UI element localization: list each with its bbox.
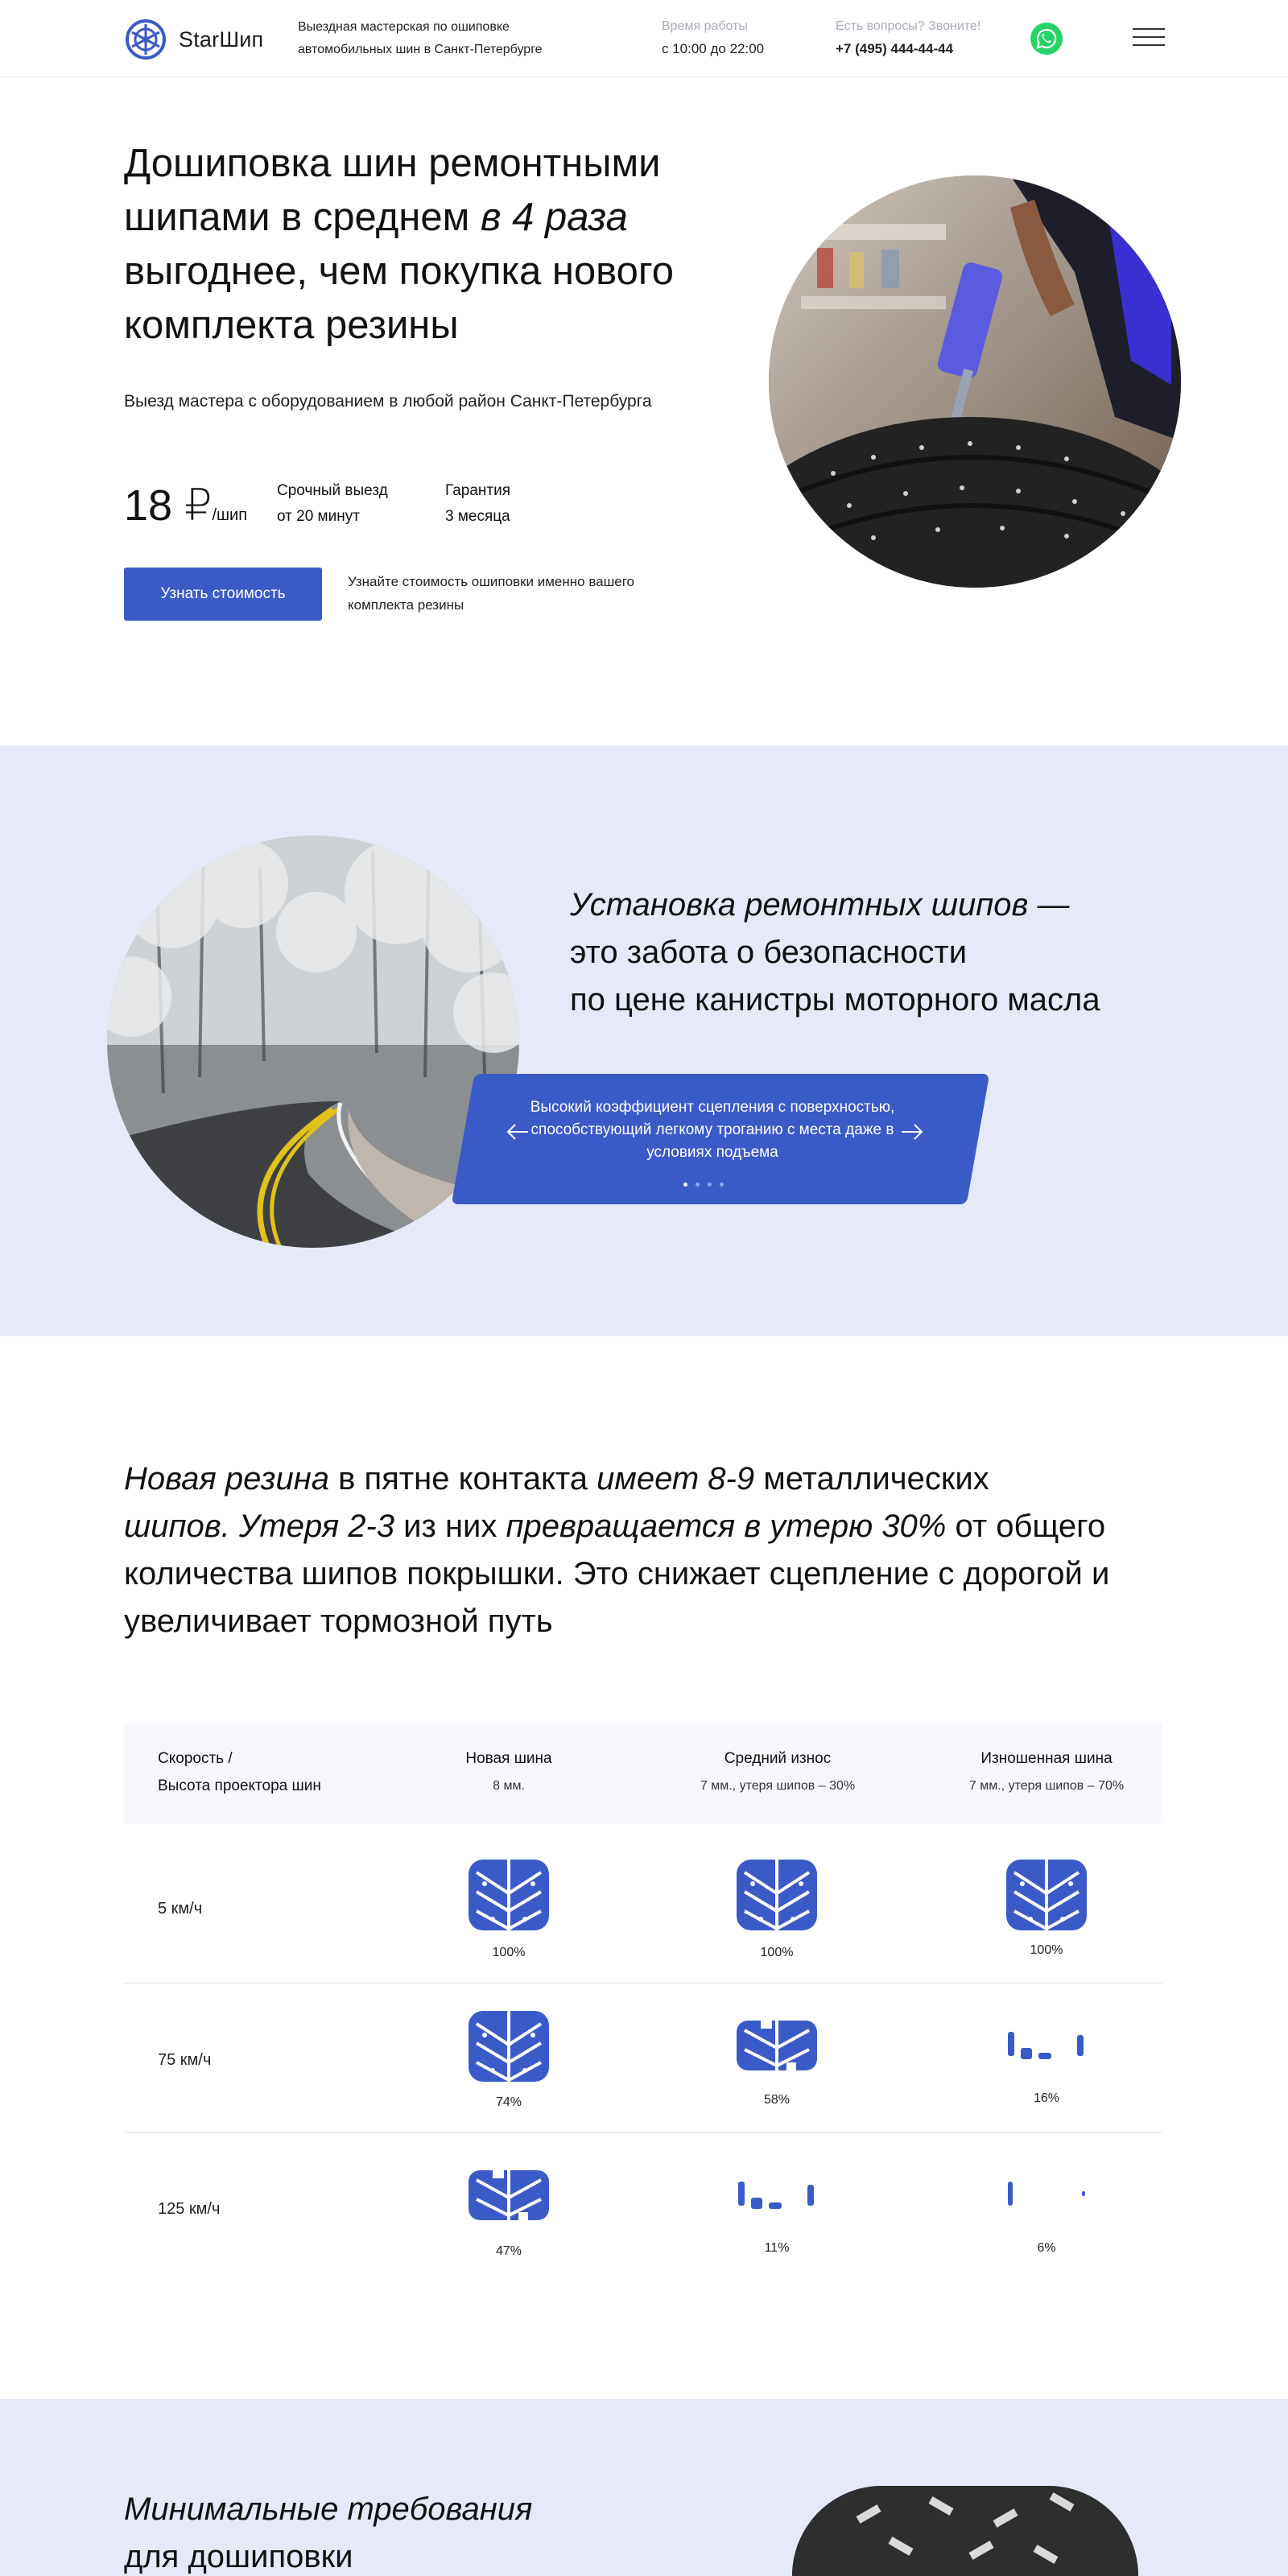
tread-imprint-icon	[460, 2008, 557, 2085]
speed-label: 125 км/ч	[158, 2200, 221, 2218]
grip-percent: 100%	[1030, 1943, 1063, 1957]
price-value: 18 ₽	[124, 481, 213, 530]
wear-text-1: в пятне контакта	[329, 1461, 597, 1496]
slider-dot[interactable]	[683, 1183, 687, 1187]
phone-label: Есть вопросы? Звоните!	[836, 19, 981, 33]
fact-urgent-line2: от 20 минут	[277, 508, 360, 525]
logo-text: StarШип	[179, 27, 264, 52]
column-subtitle: 7 мм., утеря шипов – 70%	[968, 1779, 1125, 1793]
logo-snowflake-tire-icon	[124, 18, 167, 61]
contact-phone	[836, 16, 980, 61]
tread-imprint-icon	[998, 2157, 1095, 2235]
column-title: Средний износ	[724, 1750, 832, 1767]
site-header	[0, 0, 1288, 77]
speed-label: 5 км/ч	[158, 1900, 203, 1918]
tread-imprint-icon	[729, 2008, 825, 2085]
arrow-left-icon[interactable]	[506, 1122, 530, 1141]
slider-dot[interactable]	[708, 1183, 712, 1187]
grip-percent: 100%	[760, 1946, 794, 1959]
fact-urgent-line1: Срочный выезд	[277, 482, 388, 499]
slider-dot[interactable]	[696, 1183, 700, 1187]
grip-percent: 100%	[492, 1946, 526, 1959]
fact-urgent-visit	[277, 478, 388, 530]
price-unit: /шип	[212, 506, 248, 524]
wear-em-3: шипов. Утеря 2-3	[124, 1509, 395, 1544]
grip-percent: 16%	[1033, 2091, 1060, 2105]
hours-value: с 10:00 до 22:00	[662, 41, 765, 56]
cta-note: Узнайте стоимость ошиповки именно вашего комплекта резины	[348, 574, 635, 613]
hero-title-part2: выгоднее, чем покупка нового комплекта резины	[124, 250, 674, 347]
safety-title-emphasis: Установка ремонтных шипов —	[570, 887, 1070, 923]
column-header-medium	[649, 1745, 906, 1800]
studded-tire-photo	[792, 2486, 1138, 2576]
table-corner-line1: Скорость /	[158, 1750, 233, 1767]
slide-text: Высокий коэффициент сцепления с поверхностью, способствующий легкому троганию с места даже в условиях подъема	[530, 1099, 895, 1161]
safety-title	[570, 881, 1198, 1024]
wear-em-1: Новая резина	[124, 1461, 329, 1496]
phone-link[interactable]: +7 (495) 444-44-44	[836, 41, 954, 56]
column-header-new	[380, 1745, 638, 1800]
hero-title	[124, 137, 760, 353]
table-corner-header	[158, 1745, 321, 1800]
hero-title-emphasis: в 4 раза	[480, 196, 628, 239]
tread-imprint-icon	[998, 2008, 1095, 2085]
fact-warranty-line1: Гарантия	[445, 482, 511, 499]
wear-text-2: металлических	[754, 1461, 989, 1496]
grip-percent: 11%	[764, 2241, 790, 2255]
working-hours	[662, 16, 764, 61]
safety-title-line3: по цене канистры моторного масла	[570, 982, 1100, 1018]
requirements-title	[124, 2486, 532, 2576]
menu-burger-icon[interactable]	[1133, 28, 1165, 49]
wear-em-2: имеет 8-9	[597, 1461, 755, 1496]
tread-imprint-icon	[998, 1856, 1095, 1934]
column-title: Новая шина	[465, 1750, 552, 1767]
wear-text-3: из них	[394, 1509, 506, 1544]
row-divider	[124, 1983, 1162, 1984]
row-divider	[124, 2132, 1162, 2133]
requirements-title-line1: Минимальные требования	[124, 2491, 533, 2527]
wear-description	[124, 1455, 1179, 1645]
mechanic-drilling-tire-photo	[769, 175, 1181, 588]
speed-label: 75 км/ч	[158, 2051, 212, 2069]
arrow-right-icon[interactable]	[900, 1122, 924, 1141]
hero-subtitle: Выезд мастера с оборудованием в любой район Санкт-Петербурга	[124, 392, 652, 411]
grip-percent: 47%	[495, 2244, 522, 2258]
slider-dot[interactable]	[720, 1183, 724, 1187]
wear-text-4: от общего количества шипов покрышки. Это снижает сцепление с дорогой и увеличивает тормозной путь	[124, 1509, 1110, 1639]
header-tagline: Выездная мастерская по ошиповке автомобильных шин в Санкт-Петербурге	[298, 20, 543, 56]
logo[interactable]	[124, 18, 263, 61]
grip-percent: 58%	[763, 2093, 791, 2107]
grip-percent: 6%	[1037, 2241, 1056, 2255]
get-price-button[interactable]: Узнать стоимость	[124, 568, 322, 621]
fact-warranty	[445, 478, 510, 530]
hours-label: Время работы	[662, 19, 748, 33]
column-subtitle: 8 мм.	[493, 1779, 525, 1793]
column-header-worn	[918, 1745, 1175, 1800]
slider-dots	[683, 1183, 724, 1187]
grip-percent: 74%	[495, 2095, 522, 2109]
column-title: Изношенная шина	[980, 1750, 1113, 1767]
whatsapp-icon[interactable]	[1030, 23, 1063, 55]
tread-imprint-icon	[729, 1856, 825, 1934]
requirements-title-line2: для дошиповки	[124, 2539, 353, 2574]
tread-imprint-icon	[460, 1856, 557, 1934]
column-subtitle: 7 мм., утеря шипов – 30%	[700, 1779, 856, 1793]
hero-title-part1: Дошиповка шин ремонтными шипами в среднем	[124, 142, 661, 239]
wear-em-4: превращается в утерю 30%	[506, 1509, 947, 1544]
tread-imprint-icon	[460, 2157, 557, 2235]
tread-imprint-icon	[729, 2157, 825, 2235]
price	[124, 480, 247, 530]
fact-warranty-line2: 3 месяца	[445, 508, 510, 525]
table-corner-line2: Высота проектора шин	[158, 1777, 321, 1794]
safety-title-line2: это забота о безопасности	[570, 935, 968, 970]
